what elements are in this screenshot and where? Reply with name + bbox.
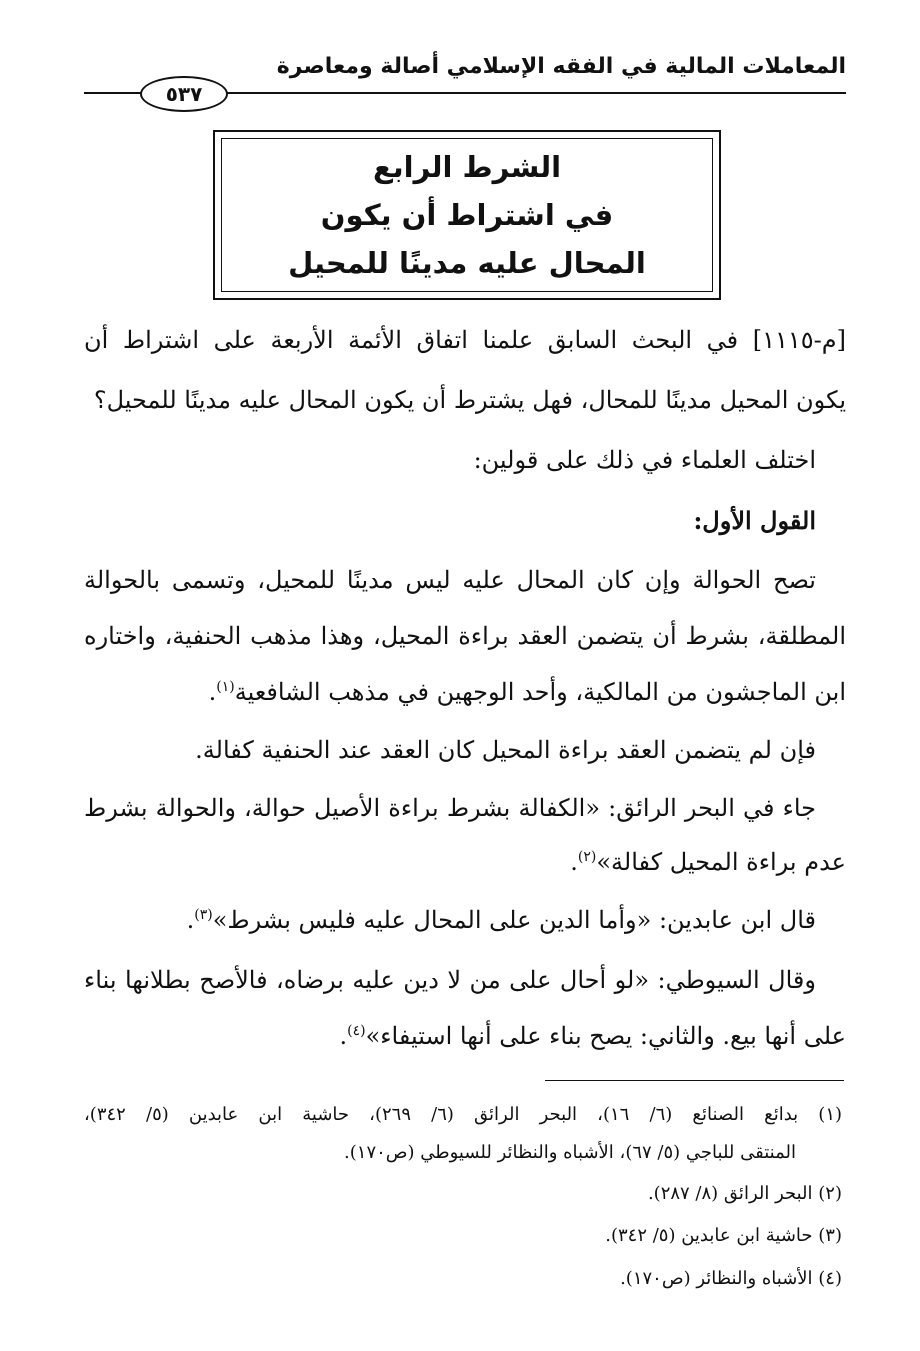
footnote-1-line-1: (١) بدائع الصنائع (٦/ ١٦)، البحر الرائق (٦/ ٢٦٩)، حاشية ابن عابدين (٥/ ٣٤٢)، [84, 1104, 843, 1125]
footnote-ref-1: (١) [216, 679, 235, 695]
section-title-box [213, 130, 721, 300]
footnote-ref-4: (٤) [347, 1023, 366, 1039]
footnote-2: (٢) البحر الرائق (٨/ ٢٨٧). [647, 1183, 842, 1204]
footnote-3: (٣) حاشية ابن عابدين (٥/ ٣٤٢). [605, 1225, 842, 1246]
footnote-ref-3: (٣) [194, 907, 213, 923]
paragraph-5: فإن لم يتضمن العقد براءة المحيل كان العقد عند الحنفية كفالة. [195, 736, 816, 764]
paragraph-1-line-2: يكون المحيل مدينًا للمحال، فهل يشترط أن يكون المحال عليه مدينًا للمحيل؟ [93, 386, 846, 414]
paragraph-6-line-1: جاء في البحر الرائق: «الكفالة بشرط براءة الأصيل حوالة، والحوالة بشرط [84, 794, 816, 822]
footnote-4: (٤) الأشباه والنظائر (ص١٧٠). [620, 1268, 842, 1289]
paragraph-2: اختلف العلماء في ذلك على قولين: [473, 446, 816, 474]
paragraph-4-line-3-text: ابن الماجشون من المالكية، وأحد الوجهين في مذهب الشافعية [234, 678, 846, 706]
section-title-line-2: في اشتراط أن يكون [320, 198, 614, 232]
paragraph-8-line-1: وقال السيوطي: «لو أحال على من لا دين عليه برضاه، فالأصح بطلانها بناء [84, 966, 816, 994]
paragraph-8-line-2 [84, 1022, 846, 1050]
footnote-separator [545, 1080, 844, 1081]
section-title-line-3: المحال عليه مدينًا للمحيل [288, 246, 646, 280]
paragraph-4-line-3 [84, 678, 846, 706]
paragraph-7-text: قال ابن عابدين: «وأما الدين على المحال عليه فليس بشرط» [212, 906, 816, 934]
footnote-ref-2: (٢) [577, 849, 597, 865]
sentence-end-period: . [186, 906, 195, 934]
paragraph-4-line-2: المطلقة، بشرط أن يتضمن العقد براءة المحيل، وهذا مذهب الحنفية، واختاره [84, 622, 846, 650]
sentence-end-period: . [339, 1022, 348, 1050]
running-head-title: المعاملات المالية في الفقه الإسلامي أصالة ومعاصرة [276, 54, 846, 79]
paragraph-1-line-1: [م-١١١٥] في البحث السابق علمنا اتفاق الأئمة الأربعة على اشتراط أن [84, 326, 846, 354]
paragraph-6-line-2-text: عدم براءة المحيل كفالة» [596, 848, 846, 876]
paragraph-7 [84, 906, 816, 934]
footnote-1-line-2: المنتقى للباجي (٥/ ٦٧)، الأشباه والنظائر للسيوطي (ص١٧٠). [344, 1142, 796, 1163]
paragraph-8-line-2-text: على أنها بيع. والثاني: يصح بناء على أنها استيفاء» [365, 1022, 846, 1050]
sentence-end-period: . [570, 848, 578, 876]
page-number: ٥٣٧ [140, 76, 228, 112]
section-title-line-1: الشرط الرابع [372, 150, 562, 184]
sentence-end-period: . [208, 678, 217, 706]
first-opinion-heading: القول الأول: [693, 506, 816, 535]
paragraph-6-line-2 [84, 848, 846, 876]
paragraph-4-line-1: تصح الحوالة وإن كان المحال عليه ليس مدينًا للمحيل، وتسمى بالحوالة [84, 566, 816, 594]
